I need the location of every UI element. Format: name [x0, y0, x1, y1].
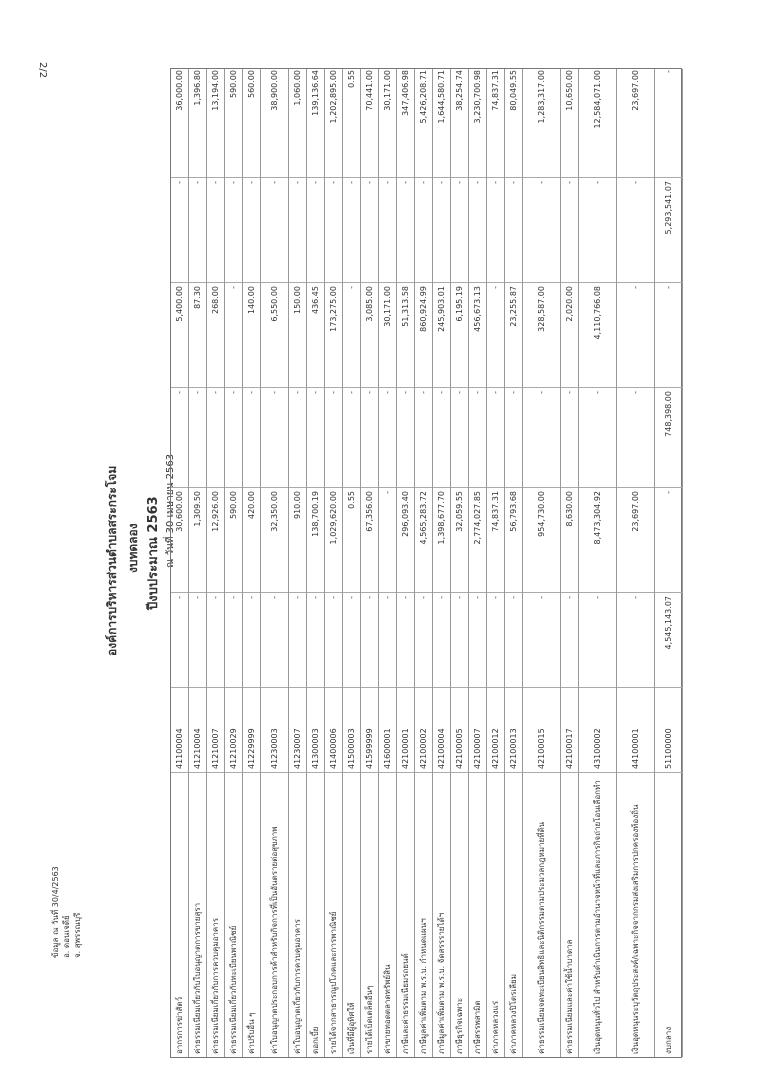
amount-cell: -: [451, 592, 468, 687]
amount-cell: 32,350.00: [261, 487, 288, 592]
amount-cell: 748,398.00: [655, 387, 682, 487]
amount-cell: 56,793.68: [505, 487, 522, 592]
amount-cell: -: [487, 592, 504, 687]
amount-cell: 6,195.19: [451, 282, 468, 387]
account-name: รายได้เบ็ดเตล็ดอื่นๆ: [361, 772, 378, 1057]
account-code: 41300003: [307, 687, 324, 772]
amount-cell: 23,697.00: [631, 70, 640, 111]
amount-cell: 30,600.00: [171, 487, 188, 592]
amount-cell: -: [469, 592, 486, 687]
amount-cell: -: [579, 177, 616, 282]
amount-cell: -: [325, 387, 342, 487]
amount-cell: -: [379, 592, 396, 687]
amount-cell: -: [171, 592, 188, 687]
amount-cell: 860,924.99: [415, 282, 432, 387]
amount-cell: -: [343, 592, 360, 687]
amount-cell: -: [379, 387, 396, 487]
amount-cell: -: [664, 70, 673, 73]
amount-cell: 173,275.00: [325, 282, 342, 387]
amount-cell: 347,406.98: [401, 70, 410, 116]
amount-cell: -: [523, 387, 560, 487]
table-row: [207, 69, 225, 1057]
amount-cell: 38,254.74: [455, 70, 464, 111]
amount-cell: -: [617, 592, 654, 687]
account-name: ค่าปรับอื่น ๆ: [243, 772, 260, 1057]
account-name: เงินที่มีผู้อุทิศให้: [343, 772, 360, 1057]
account-name: ค่าธรรมเนียมเกี่ยวกับการควบคุมอาคาร: [207, 772, 224, 1057]
amount-cell: -: [397, 177, 414, 282]
amount-cell: 74,837.31: [491, 70, 500, 111]
amount-cell: -: [307, 177, 324, 282]
account-code: 42100012: [487, 687, 504, 772]
account-name: ค่าธรรมเนียมจดทะเบียนสิทธิและนิติกรรมตามประมวลกฎหมายที่ดิน: [523, 772, 560, 1057]
amount-cell: 4,110,766.08: [579, 282, 616, 387]
amount-cell: -: [505, 592, 522, 687]
amount-cell: -: [397, 592, 414, 687]
amount-cell: 23,255.87: [505, 282, 522, 387]
table-row: [415, 69, 433, 1057]
amount-cell: -: [433, 592, 450, 687]
amount-cell: -: [523, 592, 560, 687]
amount-cell: 80,049.55: [509, 70, 518, 111]
table-row: [655, 69, 683, 1057]
amount-cell: 1,202,895.00: [329, 70, 338, 124]
fiscal-year: ปีงบประมาณ 2563: [146, 496, 161, 610]
amount-cell: 296,093.40: [397, 487, 414, 592]
amount-cell: 13,194.00: [211, 70, 220, 111]
amount-cell: -: [487, 177, 504, 282]
amount-cell: -: [469, 177, 486, 282]
amount-cell: -: [579, 387, 616, 487]
table-row: [523, 69, 561, 1057]
amount-cell: -: [289, 592, 306, 687]
amount-cell: -: [561, 592, 578, 687]
amount-cell: -: [225, 177, 242, 282]
amount-cell: -: [261, 387, 288, 487]
amount-cell: -: [207, 592, 224, 687]
amount-cell: 1,029,620.00: [325, 487, 342, 592]
account-name: ค่าขายทอดตลาดทรัพย์สิน: [379, 772, 396, 1057]
amount-cell: 139,136.64: [311, 70, 320, 116]
amount-cell: -: [379, 177, 396, 282]
report-title: งบทดลอง: [126, 523, 140, 573]
account-code: 41210004: [189, 687, 206, 772]
account-name: ค่าภาคหลวงแร่: [487, 772, 504, 1057]
account-code: 41100004: [171, 687, 188, 772]
amount-cell: -: [189, 177, 206, 282]
amount-cell: 420.00: [243, 487, 260, 592]
amount-cell: 910.00: [289, 487, 306, 592]
amount-cell: -: [289, 177, 306, 282]
amount-cell: -: [361, 592, 378, 687]
amount-cell: -: [655, 487, 682, 592]
account-code: 41600001: [379, 687, 396, 772]
as-of-date: ณ วันที่ 30 เมษายน 2563: [165, 453, 176, 568]
amount-cell: 51,313.58: [397, 282, 414, 387]
account-name: ภาษีมูลค่าเพิ่มตาม พ.ร.บ. กำหนดแผนฯ: [415, 772, 432, 1057]
amount-cell: -: [655, 282, 682, 387]
amount-cell: 245,903.01: [433, 282, 450, 387]
amount-cell: 8,473,304.92: [579, 487, 616, 592]
account-code: 41210007: [207, 687, 224, 772]
amount-cell: -: [451, 177, 468, 282]
amount-cell: -: [617, 387, 654, 487]
amount-cell: -: [561, 177, 578, 282]
account-name: ค่าธรรมเนียมและค่าใช้น้ำบาดาล: [561, 772, 578, 1057]
amount-cell: -: [415, 387, 432, 487]
amount-cell: 30,171.00: [383, 70, 392, 111]
account-name: อากรการฆ่าสัตว์: [171, 772, 188, 1057]
account-name: ค่าภาคหลวงปิโตรเลียม: [505, 772, 522, 1057]
amount-cell: 0.55: [343, 487, 360, 592]
amount-cell: 3,230,700.98: [473, 70, 482, 124]
amount-cell: -: [325, 177, 342, 282]
amount-cell: -: [189, 592, 206, 687]
table-row: [225, 69, 243, 1057]
account-name: ค่าธรรมเนียมเกี่ยวกับใบอนุญาตการขายสุรา: [189, 772, 206, 1057]
amount-cell: 590.00: [229, 70, 238, 98]
account-code: 41400006: [325, 687, 342, 772]
account-code: 42100015: [523, 687, 560, 772]
amount-cell: 5,293,541.07: [655, 177, 682, 282]
footer-district: อ. ดอนเจดีย์: [62, 915, 71, 958]
account-code: 42100002: [415, 687, 432, 772]
table-row: [325, 69, 343, 1057]
amount-cell: 23,697.00: [617, 487, 654, 592]
amount-cell: 1,398,677.70: [433, 487, 450, 592]
amount-cell: 436.45: [307, 282, 324, 387]
trial-balance-table: [170, 68, 682, 1058]
amount-cell: -: [579, 592, 616, 687]
amount-cell: 32,059.55: [451, 487, 468, 592]
table-row: [243, 69, 261, 1057]
amount-cell: 560.00: [247, 70, 256, 98]
amount-cell: 70,441.00: [365, 70, 374, 111]
amount-cell: 2,774,027.85: [469, 487, 486, 592]
amount-cell: 10,650.00: [565, 70, 574, 111]
table-row: [289, 69, 307, 1057]
amount-cell: 30,171.00: [379, 282, 396, 387]
table-row: [487, 69, 505, 1057]
footer-date: ข้อมูล ณ วันที่ 30/4/2563: [51, 866, 60, 958]
amount-cell: 1,644,580.71: [437, 70, 446, 124]
account-name: เงินอุดหนุนระบุวัตถุประสงค์/เฉพาะกิจจากกรมส่งเสริมการปกครองท้องถิ่น: [617, 772, 654, 1057]
amount-cell: -: [361, 387, 378, 487]
account-name: ค่าธรรมเนียมเกี่ยวกับทะเบียนพาณิชย์: [225, 772, 242, 1057]
amount-cell: 74,837.31: [487, 487, 504, 592]
amount-cell: 4,565,283.72: [415, 487, 432, 592]
amount-cell: -: [261, 592, 288, 687]
account-name: ภาษีมูลค่าเพิ่มตาม พ.ร.บ. จัดสรรรายได้ฯ: [433, 772, 450, 1057]
account-code: 41500003: [343, 687, 360, 772]
amount-cell: -: [397, 387, 414, 487]
account-name: ภาษีและค่าธรรมเนียมรถยนต์: [397, 772, 414, 1057]
amount-cell: -: [207, 387, 224, 487]
amount-cell: 590.00: [225, 487, 242, 592]
amount-cell: -: [261, 177, 288, 282]
footer-info: [50, 866, 83, 958]
table-row: [189, 69, 207, 1057]
table-row: [617, 69, 655, 1057]
account-code: 42100004: [433, 687, 450, 772]
amount-cell: -: [487, 387, 504, 487]
table-row: [171, 69, 189, 1057]
amount-cell: 38,900.00: [270, 70, 279, 111]
amount-cell: 6,550.00: [261, 282, 288, 387]
account-code: 41210029: [225, 687, 242, 772]
account-code: 42100007: [469, 687, 486, 772]
account-code: 43100002: [579, 687, 616, 772]
amount-cell: -: [505, 387, 522, 487]
amount-cell: -: [617, 177, 654, 282]
amount-cell: 5,400.00: [171, 282, 188, 387]
account-code: 41230003: [261, 687, 288, 772]
footer-province: จ. สุพรรณบุรี: [73, 912, 82, 958]
account-code: 41230007: [289, 687, 306, 772]
account-code: 41229999: [243, 687, 260, 772]
amount-cell: -: [379, 487, 396, 592]
account-name: งบกลาง: [655, 772, 682, 1057]
amount-cell: 8,630.00: [561, 487, 578, 592]
table-row: [397, 69, 415, 1057]
amount-cell: 456,673.13: [469, 282, 486, 387]
table-row: [505, 69, 523, 1057]
amount-cell: -: [433, 387, 450, 487]
amount-cell: -: [225, 282, 242, 387]
amount-cell: -: [243, 592, 260, 687]
amount-cell: -: [343, 387, 360, 487]
account-code: 44100001: [617, 687, 654, 772]
amount-cell: 328,587.00: [523, 282, 560, 387]
amount-cell: 5,426,208.71: [419, 70, 428, 124]
account-code: 42100001: [397, 687, 414, 772]
amount-cell: 4,545,143.07: [655, 592, 682, 687]
table-row: [579, 69, 617, 1057]
table-row: [451, 69, 469, 1057]
table-row: [343, 69, 361, 1057]
amount-cell: -: [243, 177, 260, 282]
amount-cell: 150.00: [289, 282, 306, 387]
account-name: เงินอุดหนุนทั่วไป สำหรับดำเนินการตามอำนาจหน้าที่และภารกิจถ่ายโอนเลือกทำ: [579, 772, 616, 1057]
amount-cell: -: [469, 387, 486, 487]
account-name: ค่าใบอนุญาตเกี่ยวกับการควบคุมอาคาร: [289, 772, 306, 1057]
amount-cell: -: [307, 592, 324, 687]
amount-cell: -: [415, 177, 432, 282]
table-row: [261, 69, 289, 1057]
table-row: [469, 69, 487, 1057]
amount-cell: -: [415, 592, 432, 687]
amount-cell: -: [225, 387, 242, 487]
amount-cell: 268.00: [207, 282, 224, 387]
amount-cell: 3,085.00: [361, 282, 378, 387]
amount-cell: 0.55: [347, 70, 356, 88]
amount-cell: 36,000.00: [175, 70, 184, 111]
account-name: ภาษีธุรกิจเฉพาะ: [451, 772, 468, 1057]
account-name: ค่าใบอนุญาตประกอบการค้าสำหรับกิจการที่เป็นอันตรายต่อสุขภาพ: [261, 772, 288, 1057]
account-name: ภาษีสรรพสามิต: [469, 772, 486, 1057]
amount-cell: 954,730.00: [523, 487, 560, 592]
amount-cell: 1,283,317.00: [537, 70, 546, 124]
amount-cell: -: [307, 387, 324, 487]
amount-cell: -: [207, 177, 224, 282]
amount-cell: -: [189, 387, 206, 487]
amount-cell: 1,396.80: [193, 70, 202, 106]
amount-cell: -: [343, 282, 360, 387]
account-code: 42100005: [451, 687, 468, 772]
amount-cell: -: [451, 387, 468, 487]
amount-cell: 2,020.00: [561, 282, 578, 387]
amount-cell: -: [361, 177, 378, 282]
amount-cell: 12,926.00: [207, 487, 224, 592]
amount-cell: -: [325, 592, 342, 687]
page-number: 2/2: [37, 62, 48, 79]
account-code: 41599999: [361, 687, 378, 772]
amount-cell: -: [171, 177, 188, 282]
account-name: ดอกเบี้ย: [307, 772, 324, 1057]
table-row: [307, 69, 325, 1057]
amount-cell: 1,060.00: [293, 70, 302, 106]
amount-cell: 140.00: [243, 282, 260, 387]
amount-cell: 87.30: [189, 282, 206, 387]
amount-cell: 138,700.19: [307, 487, 324, 592]
table-row: [433, 69, 451, 1057]
amount-cell: -: [289, 387, 306, 487]
amount-cell: 67,356.00: [361, 487, 378, 592]
amount-cell: -: [433, 177, 450, 282]
amount-cell: -: [505, 177, 522, 282]
amount-cell: -: [487, 282, 504, 387]
amount-cell: -: [171, 387, 188, 487]
table-row: [561, 69, 579, 1057]
amount-cell: -: [523, 177, 560, 282]
account-code: 42100017: [561, 687, 578, 772]
amount-cell: 12,584,071.00: [593, 70, 602, 129]
amount-cell: -: [225, 592, 242, 687]
account-code: 51100000: [655, 687, 682, 772]
amount-cell: 1,309.50: [189, 487, 206, 592]
table-row: [379, 69, 397, 1057]
organization-name: องค์การบริหารส่วนตำบลสระกระโจม: [105, 465, 119, 656]
account-name: รายได้จากสาธารณูปโภคและการพาณิชย์: [325, 772, 342, 1057]
amount-cell: -: [561, 387, 578, 487]
amount-cell: -: [617, 282, 654, 387]
table-row: [361, 69, 379, 1057]
amount-cell: -: [343, 177, 360, 282]
account-code: 42100013: [505, 687, 522, 772]
amount-cell: -: [243, 387, 260, 487]
